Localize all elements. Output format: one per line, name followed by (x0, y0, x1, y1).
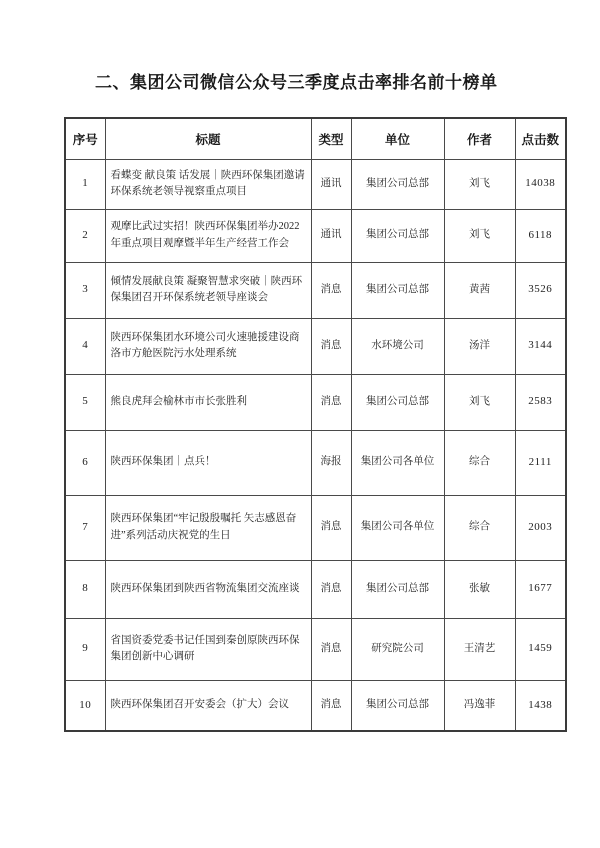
cell-title: 陕西环保集团水环境公司火速驰援建设商洛市方舱医院污水处理系统 (105, 318, 311, 374)
cell-type: 消息 (311, 680, 351, 731)
cell-type: 消息 (311, 262, 351, 318)
column-header-title: 标题 (105, 118, 311, 159)
cell-unit: 水环境公司 (351, 318, 444, 374)
cell-author: 综合 (444, 495, 515, 560)
column-header-clicks: 点击数 (515, 118, 566, 159)
table-header-row (65, 118, 566, 159)
cell-clicks: 2003 (515, 495, 566, 560)
ranking-table (64, 117, 567, 732)
cell-title: 陕西环保集团｜点兵！ (105, 430, 311, 495)
table-row (65, 560, 566, 618)
cell-clicks: 14038 (515, 159, 566, 209)
cell-unit: 集团公司总部 (351, 560, 444, 618)
cell-no: 10 (65, 680, 105, 731)
cell-no: 8 (65, 560, 105, 618)
cell-title: 陕西环保集团“牢记殷殷嘱托 矢志感恩奋进”系列活动庆祝党的生日 (105, 495, 311, 560)
cell-title: 观摩比武过实招！陕西环保集团举办2022年重点项目观摩暨半年生产经营工作会 (105, 209, 311, 262)
cell-no: 3 (65, 262, 105, 318)
cell-type: 消息 (311, 318, 351, 374)
cell-clicks: 1677 (515, 560, 566, 618)
cell-title: 熊良虎拜会榆林市市长张胜利 (105, 374, 311, 430)
cell-no: 7 (65, 495, 105, 560)
column-header-no: 序号 (65, 118, 105, 159)
cell-unit: 集团公司各单位 (351, 430, 444, 495)
cell-clicks: 2583 (515, 374, 566, 430)
cell-clicks: 1459 (515, 618, 566, 680)
page-title: 二、集团公司微信公众号三季度点击率排名前十榜单 (95, 73, 498, 93)
cell-unit: 集团公司总部 (351, 680, 444, 731)
cell-author: 刘飞 (444, 374, 515, 430)
column-header-type: 类型 (311, 118, 351, 159)
cell-title: 倾情发展献良策 凝聚智慧求突破｜陕西环保集团召开环保系统老领导座谈会 (105, 262, 311, 318)
cell-type: 海报 (311, 430, 351, 495)
cell-clicks: 3144 (515, 318, 566, 374)
cell-no: 5 (65, 374, 105, 430)
cell-no: 2 (65, 209, 105, 262)
cell-no: 1 (65, 159, 105, 209)
cell-unit: 集团公司总部 (351, 262, 444, 318)
cell-type: 消息 (311, 495, 351, 560)
cell-title: 看蝶变 献良策 话发展｜陕西环保集团邀请环保系统老领导视察重点项目 (105, 159, 311, 209)
column-header-author: 作者 (444, 118, 515, 159)
table-row (65, 430, 566, 495)
table-row (65, 159, 566, 209)
table-row (65, 680, 566, 731)
cell-type: 消息 (311, 560, 351, 618)
cell-title: 陕西环保集团召开安委会（扩大）会议 (105, 680, 311, 731)
cell-author: 综合 (444, 430, 515, 495)
cell-clicks: 3526 (515, 262, 566, 318)
cell-type: 消息 (311, 618, 351, 680)
cell-no: 4 (65, 318, 105, 374)
cell-author: 刘飞 (444, 209, 515, 262)
cell-no: 6 (65, 430, 105, 495)
cell-clicks: 2111 (515, 430, 566, 495)
cell-clicks: 1438 (515, 680, 566, 731)
cell-author: 冯逸菲 (444, 680, 515, 731)
cell-author: 黄茜 (444, 262, 515, 318)
cell-author: 王清艺 (444, 618, 515, 680)
cell-unit: 集团公司总部 (351, 159, 444, 209)
cell-clicks: 6118 (515, 209, 566, 262)
table-row (65, 618, 566, 680)
table-row (65, 318, 566, 374)
cell-author: 刘飞 (444, 159, 515, 209)
cell-unit: 集团公司总部 (351, 209, 444, 262)
cell-unit: 集团公司各单位 (351, 495, 444, 560)
cell-title: 陕西环保集团到陕西省物流集团交流座谈 (105, 560, 311, 618)
table-row (65, 374, 566, 430)
cell-unit: 集团公司总部 (351, 374, 444, 430)
column-header-unit: 单位 (351, 118, 444, 159)
cell-author: 张敏 (444, 560, 515, 618)
table-row (65, 209, 566, 262)
cell-type: 消息 (311, 374, 351, 430)
table-row (65, 495, 566, 560)
table-body (65, 159, 566, 731)
cell-type: 通讯 (311, 159, 351, 209)
cell-author: 汤洋 (444, 318, 515, 374)
cell-unit: 研究院公司 (351, 618, 444, 680)
table-row (65, 262, 566, 318)
cell-title: 省国资委党委书记任国到秦创原陕西环保集团创新中心调研 (105, 618, 311, 680)
cell-type: 通讯 (311, 209, 351, 262)
cell-no: 9 (65, 618, 105, 680)
